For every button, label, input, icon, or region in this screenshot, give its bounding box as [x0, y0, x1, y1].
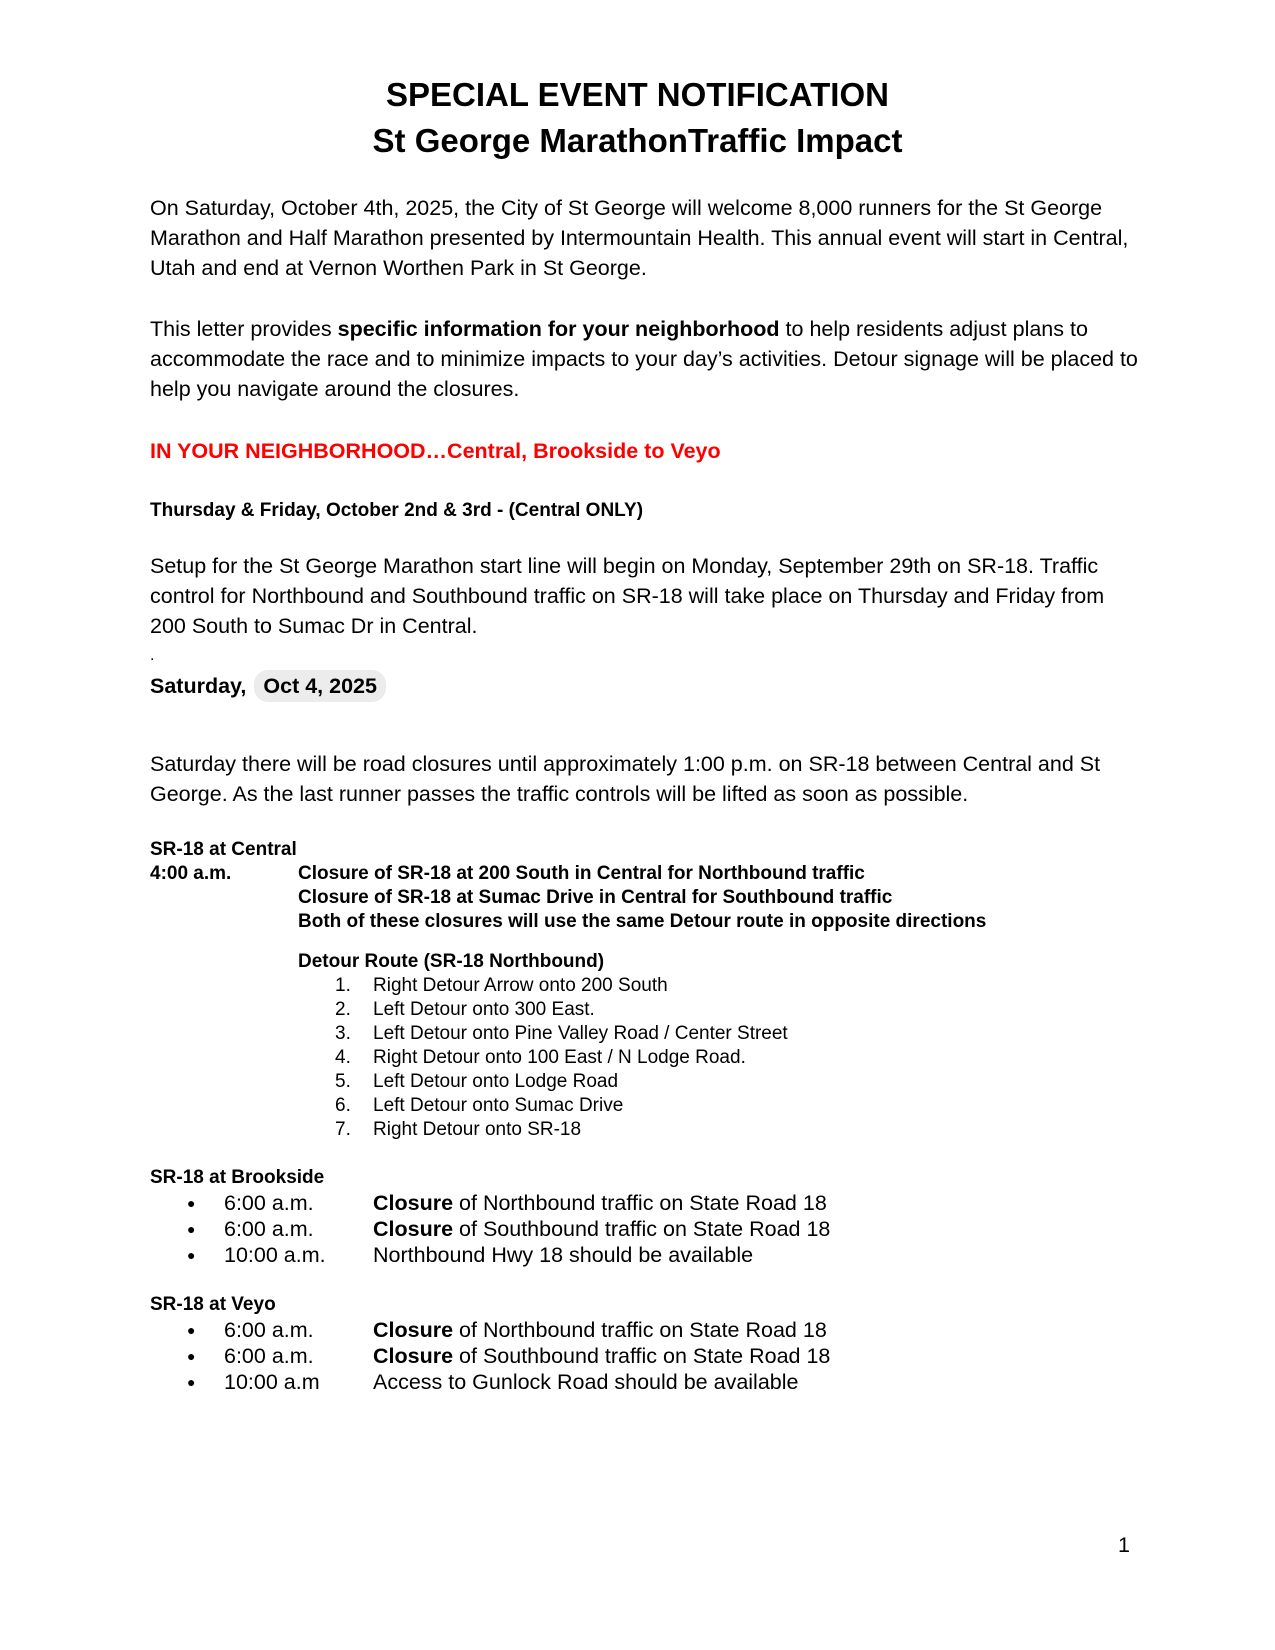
neighborhood-heading: IN YOUR NEIGHBORHOOD…Central, Brookside to Veyo [150, 439, 721, 463]
closure-time: 6:00 a.m. [224, 1344, 314, 1368]
detour-step-text: Right Detour Arrow onto 200 South [373, 975, 668, 996]
closure-time: 6:00 a.m. [224, 1191, 314, 1215]
closure-item [150, 1216, 1140, 1242]
date-chip[interactable]: Oct 4, 2025 [254, 670, 386, 702]
detour-step [298, 1094, 788, 1118]
bullet-icon: ● [187, 1221, 196, 1237]
closure-time: 6:00 a.m. [224, 1217, 314, 1241]
closure-time: 10:00 a.m [224, 1370, 320, 1394]
closure-description [373, 1242, 753, 1268]
saturday-paragraph: Saturday there will be road closures until approximately 1:00 p.m. on SR-18 between Central and St George. As the last runner passes the traffic controls will be lifted as soon as possible. [150, 752, 1101, 806]
detour-step-number: 7. [335, 1119, 351, 1140]
veyo-section-heading: SR-18 at Veyo [150, 1294, 276, 1315]
closure-item [150, 1190, 1140, 1216]
bullet-icon: ● [187, 1348, 196, 1364]
closure-detail: of Southbound traffic on State Road 18 [453, 1217, 831, 1241]
closure-item [150, 1343, 1140, 1369]
closure-item [150, 1369, 1140, 1395]
closure-description [373, 1317, 827, 1343]
bullet-icon: ● [187, 1322, 196, 1338]
detour-step-text: Left Detour onto Sumac Drive [373, 1095, 624, 1116]
closure-detail: Northbound Hwy 18 should be available [373, 1243, 754, 1267]
intro-paragraph: On Saturday, October 4th, 2025, the City of St George will welcome 8,000 runners for the St George Marathon and Half Marathon presented by Intermountain Health. This annual event will start in Central, Utah and end at Vernon Worthen Park in St George. [150, 196, 1129, 280]
central-closure-time: 4:00 a.m. [150, 863, 232, 884]
detour-step [298, 1046, 788, 1070]
closure-keyword: Closure [373, 1318, 454, 1342]
detour-step-text: Left Detour onto Lodge Road [373, 1071, 619, 1092]
thursday-friday-heading: Thursday & Friday, October 2nd & 3rd - (Central ONLY) [150, 500, 644, 521]
stray-period: . [150, 647, 155, 664]
detour-step-text: Left Detour onto Pine Valley Road / Center Street [373, 1023, 788, 1044]
document-title: SPECIAL EVENT NOTIFICATION [386, 76, 889, 113]
central-section-heading: SR-18 at Central [150, 839, 297, 860]
detour-step [298, 974, 788, 998]
central-closure-line: Closure of SR-18 at 200 South in Central for Northbound traffic [298, 863, 865, 884]
bullet-icon: ● [187, 1247, 196, 1263]
document-subtitle: St George MarathonTraffic Impact [372, 122, 903, 159]
detour-step-text: Right Detour onto SR-18 [373, 1119, 582, 1140]
detour-step-text: Left Detour onto 300 East. [373, 999, 595, 1020]
veyo-closure-list [150, 1317, 1140, 1395]
bullet-icon: ● [187, 1374, 196, 1390]
detour-step [298, 1118, 788, 1142]
brookside-closure-list [150, 1190, 1140, 1268]
closure-item [150, 1242, 1140, 1268]
closure-keyword: Closure [373, 1191, 454, 1215]
closure-description [373, 1343, 830, 1369]
closure-description [373, 1190, 827, 1216]
closure-description [373, 1369, 798, 1395]
detour-step-number: 4. [335, 1047, 351, 1068]
closure-detail: of Northbound traffic on State Road 18 [453, 1191, 827, 1215]
central-closure-line: Closure of SR-18 at Sumac Drive in Central for Southbound traffic [298, 887, 893, 908]
page-number: 1 [1118, 1533, 1130, 1557]
detour-step [298, 998, 788, 1022]
closure-time: 10:00 a.m. [224, 1243, 326, 1267]
closure-item [150, 1317, 1140, 1343]
purpose-text-start: This letter provides [150, 317, 338, 341]
saturday-heading [150, 670, 386, 702]
saturday-label: Saturday, [150, 674, 247, 698]
closure-detail: of Northbound traffic on State Road 18 [453, 1318, 827, 1342]
closure-detail: of Southbound traffic on State Road 18 [453, 1344, 831, 1368]
brookside-section-heading: SR-18 at Brookside [150, 1167, 325, 1188]
detour-route-heading: Detour Route (SR-18 Northbound) [298, 951, 605, 972]
detour-step-number: 6. [335, 1095, 351, 1116]
closure-time: 6:00 a.m. [224, 1318, 314, 1342]
detour-step-number: 1. [335, 975, 351, 996]
central-closure-line: Both of these closures will use the same Detour route in opposite directions [298, 911, 987, 932]
detour-step [298, 1022, 788, 1046]
detour-step-number: 5. [335, 1071, 351, 1092]
closure-description [373, 1216, 830, 1242]
detour-step-text: Right Detour onto 100 East / N Lodge Road. [373, 1047, 746, 1068]
bullet-icon: ● [187, 1195, 196, 1211]
closure-keyword: Closure [373, 1344, 454, 1368]
purpose-text-bold: specific information for your neighborhood [337, 317, 780, 341]
detour-step [298, 1070, 788, 1094]
detour-step-number: 2. [335, 999, 351, 1020]
purpose-paragraph [150, 314, 1140, 404]
central-closures [298, 862, 986, 934]
closure-detail: Access to Gunlock Road should be available [373, 1370, 799, 1394]
detour-step-number: 3. [335, 1023, 351, 1044]
detour-route-list [298, 974, 788, 1142]
purpose-text-end: to help residents adjust plans to accommodate the race and to minimize impacts to your day’s activities. Detour signage will be placed to help you navigate around the closures. [150, 317, 1138, 401]
closure-keyword: Closure [373, 1217, 454, 1241]
setup-paragraph: Setup for the St George Marathon start line will begin on Monday, September 29th on SR-18. Traffic control for Northbound and Southbound traffic on SR-18 will take place on Thursday and Friday from 200 South to Sumac Dr in Central. [150, 554, 1105, 638]
